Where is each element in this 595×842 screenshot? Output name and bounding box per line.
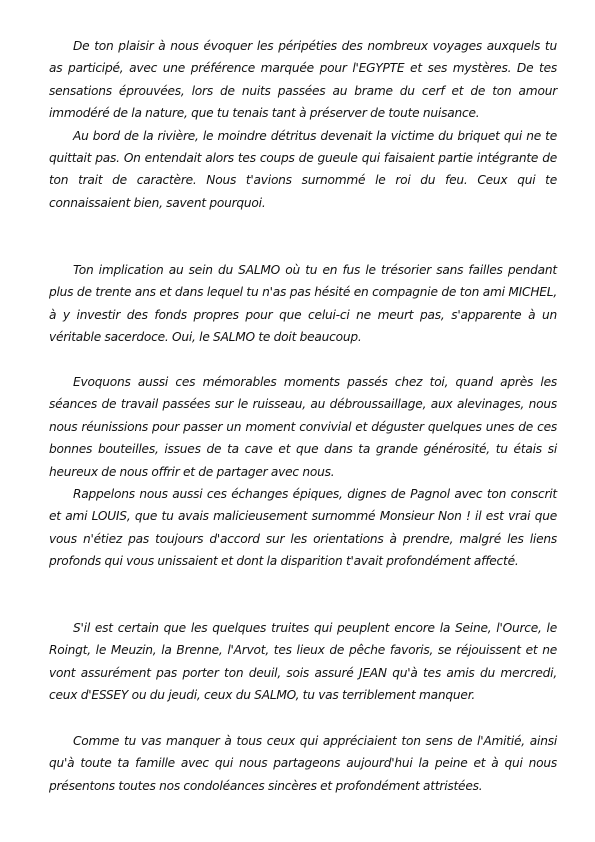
paragraph-amitie: Comme tu vas manquer à tous ceux qui appréciaient ton sens de l'Amitié, ainsi qu'à toute ta famille avec qui nous partageons aujourd'hui la peine et à qui nous présentons toutes nos condoléances sincères et profondément attristées. [49, 734, 557, 793]
paragraph-voyages: De ton plaisir à nous évoquer les péripéties des nombreux voyages auxquels tu as participé, avec une préférence marquée pour l'EGYPTE et ses mystères. De tes sensations éprouvées, lors de nuits passées au brame du cerf et de ton amour immodéré de la nature, que tu tenais tant à préserver de toute nuisance. [49, 39, 557, 121]
paragraph-truites: S'il est certain que les quelques truites qui peuplent encore la Seine, l'Ource, le Roingt, le Meuzin, la Brenne, l'Arvot, tes lieux de pêche favoris, se réjouissent et ne vont assurément pas porter ton deuil, sois assuré JEAN qu'à tes amis du mercredi, ceux d'ESSEY ou du jeudi, ceux du SALMO, tu vas terriblement manquer. [49, 621, 557, 703]
paragraph-moments: Evoquons aussi ces mémorables moments passés chez toi, quand après les séances de travail passées sur le ruisseau, au débroussaillage, aux alevinages, nous nous réunissions pour passer un moment convivial et déguster quelques unes de ces bonnes bouteilles, issues de ta cave et que dans ta grande générosité, tu étais si heureux de nous offrir et de partager avec nous. [49, 375, 557, 479]
paragraph-group-truites [49, 617, 557, 707]
paragraph-group-salmo [49, 259, 557, 349]
paragraph-group-voyages [49, 35, 557, 214]
paragraph-riviere: Au bord de la rivière, le moindre détritus devenait la victime du briquet qui ne te quittait pas. On entendait alors tes coups de gueule qui faisaient partie intégrante de ton trait de caractère. Nous t'avions surnommé le roi du feu. Ceux qui te connaissaient bien, savent pourquoi. [49, 128, 557, 210]
paragraph-salmo: Ton implication au sein du SALMO où tu en fus le trésorier sans failles pendant plus de trente ans et dans lequel tu n'as pas hésité en compagnie de ton ami MICHEL, à y investir des fonds propres pour que celui-ci ne meurt pas, s'apparente à un véritable sacerdoce. Oui, le SALMO te doit beaucoup. [49, 263, 557, 345]
paragraph-group-moments [49, 371, 557, 573]
paragraph-group-amitie [49, 730, 557, 797]
paragraph-pagnol: Rappelons nous aussi ces échanges épiques, dignes de Pagnol avec ton conscrit et ami LOUIS, que tu avais malicieusement surnommé Monsieur Non ! il est vrai que vous n'étiez pas toujours d'accord sur les orientations à prendre, malgré les liens profonds qui vous unissaient et dont la disparition t'avait profondément affecté. [49, 487, 557, 569]
